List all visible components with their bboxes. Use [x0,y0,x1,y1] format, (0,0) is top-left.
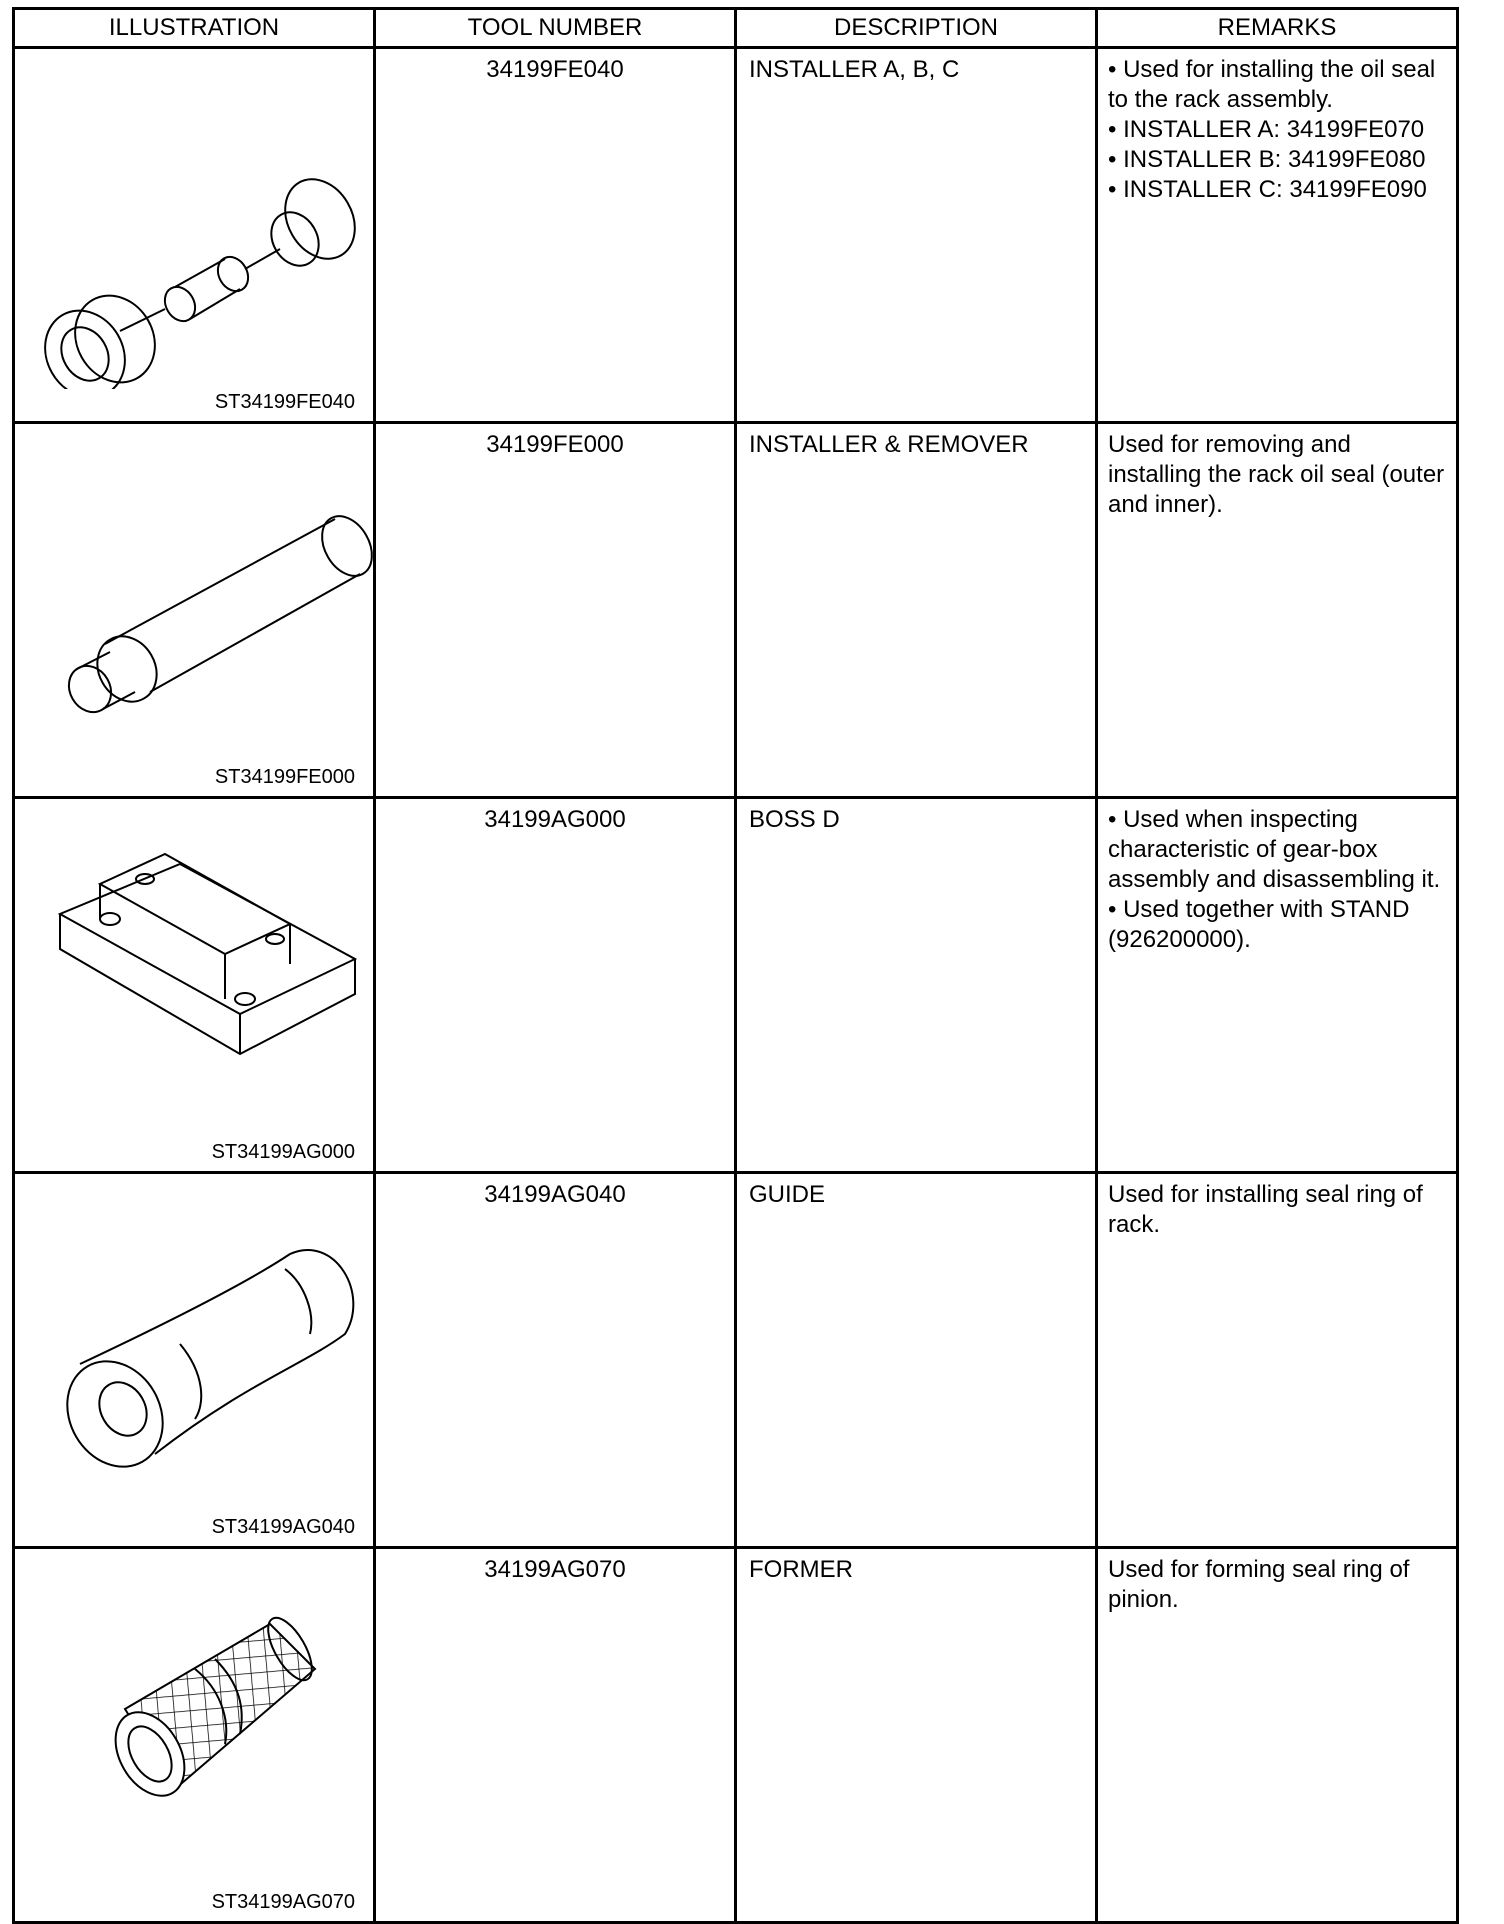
illustration-cell [14,1548,375,1923]
header-row [14,9,1458,48]
tool-number: 34199AG000 [375,798,736,1173]
illustration-code: ST34199FE040 [214,391,355,413]
tool-number: 34199FE040 [375,48,736,423]
description: BOSS D [736,798,1097,1173]
remark-item: Used for installing seal ring of rack. [1108,1181,1423,1238]
illustration-code: ST34199FE000 [214,766,355,788]
guide-illustration [15,1174,391,1514]
former-illustration [15,1549,391,1889]
header-tool-number: TOOL NUMBER [375,9,736,48]
tool-number: 34199AG070 [375,1548,736,1923]
table-row [14,423,1458,798]
remarks [1097,798,1458,1173]
illustration-cell [14,1173,375,1548]
illustration-code: ST34199AG000 [211,1141,355,1163]
remarks [1097,48,1458,423]
header-remarks: REMARKS [1097,9,1458,48]
installer-remover-illustration [15,424,391,764]
remark-item: • INSTALLER B: 34199FE080 [1108,145,1446,175]
remark-item: • Used when inspecting characteristic of gear-box assembly and disassembling it. [1108,805,1446,895]
illustration-cell [14,48,375,423]
boss-d-illustration [15,799,391,1139]
illustration-cell [14,798,375,1173]
remark-item: • Used together with STAND (926200000). [1108,895,1446,955]
remark-item: • INSTALLER A: 34199FE070 [1108,115,1446,145]
header-illustration: ILLUSTRATION [14,9,375,48]
table-row [14,1173,1458,1548]
description: FORMER [736,1548,1097,1923]
illustration-code: ST34199AG070 [211,1891,355,1913]
illustration-code: ST34199AG040 [211,1516,355,1538]
table-row [14,1548,1458,1923]
table-row [14,798,1458,1173]
description: GUIDE [736,1173,1097,1548]
tool-number: 34199AG040 [375,1173,736,1548]
installer-abc-illustration [15,49,391,389]
remark-item: Used for forming seal ring of pinion. [1108,1556,1410,1613]
illustration-cell [14,423,375,798]
header-description: DESCRIPTION [736,9,1097,48]
description: INSTALLER A, B, C [736,48,1097,423]
remarks [1097,1173,1458,1548]
tool-number: 34199FE000 [375,423,736,798]
description: INSTALLER & REMOVER [736,423,1097,798]
special-tools-table [12,7,1459,1924]
remarks [1097,423,1458,798]
remarks [1097,1548,1458,1923]
remark-item: • INSTALLER C: 34199FE090 [1108,175,1446,205]
remark-item: • Used for installing the oil seal to the rack assembly. [1108,55,1446,115]
remark-item: Used for removing and installing the rack oil seal (outer and inner). [1108,431,1445,518]
table-row [14,48,1458,423]
